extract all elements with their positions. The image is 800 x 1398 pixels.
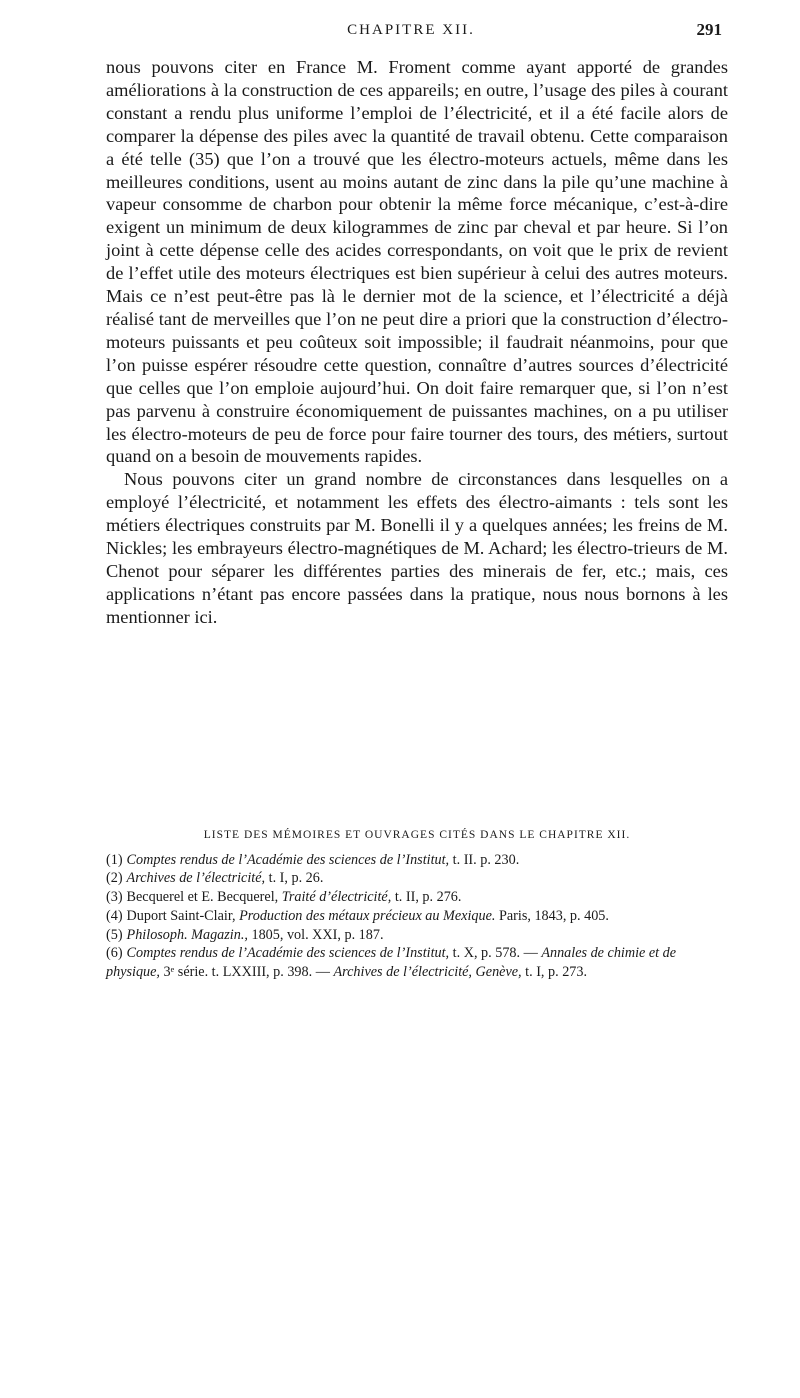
reference-item	[106, 869, 728, 888]
reference-title: Comptes rendus de l’Académie des sciences de l’Institut,	[126, 851, 450, 868]
reference-title: Comptes rendus de l’Académie des sciences de l’Institut,	[126, 945, 450, 962]
references-heading: LISTE DES MÉMOIRES ET OUVRAGES CITÉS DANS LE CHAPITRE XII.	[203, 829, 631, 841]
reference-title: Annales de chimie et de physique,	[106, 945, 677, 980]
reference-item	[106, 907, 728, 926]
reference-title: Archives de l’électricité,	[126, 870, 266, 887]
reference-item	[106, 888, 728, 907]
reference-details: 3ᵉ série. t. LXXIII, p. 398. —	[159, 963, 334, 980]
page-header	[100, 20, 722, 44]
reference-number: (6)	[106, 945, 123, 962]
paragraph: nous pouvons citer en France M. Froment comme ayant apporté de grandes améliorations à la construction de ces appareils; en outre, l’usage des piles à courant constant a rendu plus uniforme l’emploi de l’électricité, et il a été facile alors de comparer la dépense des piles avec la quantité de travail obtenu. Cette comparaison a été telle (35) que l’on a trouvé que les électro-moteurs actuels, même dans les meilleures conditions, usent au moins autant de zinc dans la pile qu’une machine à vapeur consomme de charbon pour obtenir la même force mécanique, c’est-à-dire exigent un minimum de deux kilogrammes de zinc par cheval et par heure. Si l’on joint à cette dépense celle des acides correspondants, on voit que le prix de revient de l’effet utile des moteurs électriques est bien supérieur à celui des autres moteurs. Mais ce n’est peut-être pas là le dernier mot de la science, et l’électricité a déjà réalisé tant de merveilles que l’on ne peut dire a priori que la construction d’électro-moteurs puissants et peu coûteux soit impossible; il faudrait néanmoins, pour que l’on puisse espérer résoudre cette question, connaître d’autres sources d’électricité que celles que l’on emploie aujourd’hui. On doit faire remarquer que, si l’on n’est pas parvenu à construire économiquement de puissantes machines, on a pu utiliser les électro-moteurs de peu de force pour faire tourner des tours, des métiers, surtout quand on a besoin de mouvements rapides.	[106, 57, 728, 467]
references-section	[106, 826, 728, 982]
reference-title: Production des métaux précieux au Mexique.	[239, 907, 496, 924]
reference-number: (5)	[106, 926, 123, 943]
paragraph: Nous pouvons citer un grand nombre de circonstances dans lesquelles on a employé l’électricité, et notamment les effets des électro-aimants : tels sont les métiers électriques construits par M. Bonelli il y a quelques années; les freins de M. Nickles; les embrayeurs électro-magnétiques de M. Achard; les électro-trieurs de M. Chenot pour séparer les différentes parties des minerais de fer, etc.; mais, ces applications n’étant pas encore passées dans la pratique, nous nous bornons à les mentionner ici.	[106, 469, 728, 627]
running-head: CHAPITRE XII.	[347, 22, 475, 38]
reference-item	[106, 944, 728, 981]
reference-details: t. I, p. 273.	[521, 963, 588, 980]
reference-number: (3)	[106, 889, 123, 906]
reference-number: (2)	[106, 870, 123, 887]
page-number: 291	[696, 20, 722, 39]
reference-item	[106, 851, 728, 870]
reference-details: t. II. p. 230.	[449, 851, 520, 868]
reference-author: Duport Saint-Clair,	[126, 907, 240, 924]
reference-title: Philosoph. Magazin.,	[126, 926, 248, 943]
reference-details: t. II, p. 276.	[391, 889, 462, 906]
reference-title: Traité d’électricité,	[281, 889, 392, 906]
reference-author: Becquerel et E. Becquerel,	[126, 889, 282, 906]
body-text	[106, 56, 728, 629]
reference-details: t. I, p. 26.	[265, 870, 324, 887]
reference-number: (4)	[106, 907, 123, 924]
reference-details: Paris, 1843, p. 405.	[495, 907, 609, 924]
reference-details: 1805, vol. XXI, p. 187.	[247, 926, 384, 943]
reference-details: t. X, p. 578. —	[449, 945, 542, 962]
reference-title: Archives de l’électricité, Genève,	[333, 963, 522, 980]
reference-item	[106, 926, 728, 945]
reference-number: (1)	[106, 851, 123, 868]
